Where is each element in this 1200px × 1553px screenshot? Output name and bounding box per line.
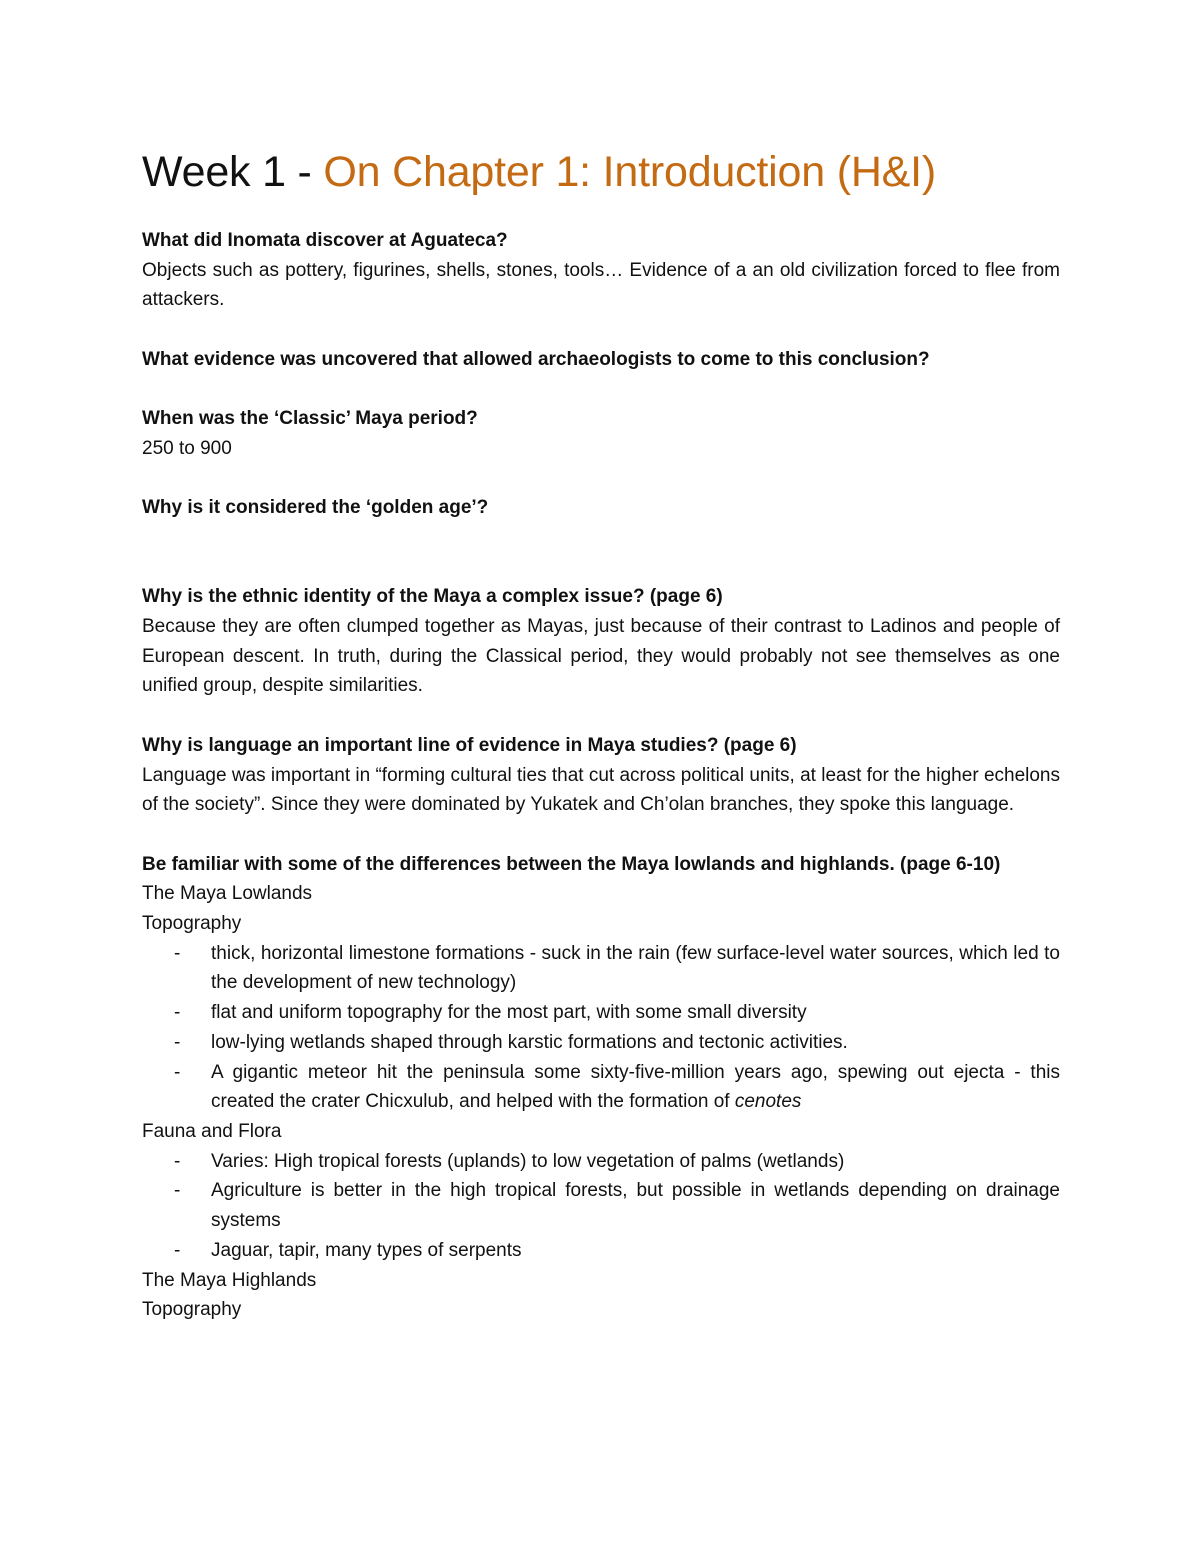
- list-item: - Varies: High tropical forests (uplands) to low vegetation of palms (wetlands): [211, 1147, 1060, 1177]
- title-prefix: Week 1 -: [142, 148, 324, 196]
- question: When was the ‘Classic’ Maya period?: [142, 408, 478, 430]
- question: What did Inomata discover at Aguateca?: [142, 230, 508, 251]
- question: Why is it considered the ‘golden age’?: [142, 497, 489, 519]
- spacer: [142, 315, 1060, 345]
- section-heading: The Maya Highlands: [142, 1269, 317, 1291]
- document-body: [142, 226, 1060, 1325]
- question: Why is the ethnic identity of the Maya a complex issue? (page 6): [142, 586, 723, 608]
- answer: 250 to 900: [142, 437, 232, 459]
- question: What evidence was uncovered that allowed archaeologists to come to this conclusion?: [142, 348, 930, 370]
- question: Be familiar with some of the differences between the Maya lowlands and highlands. (page 6-10): [142, 853, 1001, 875]
- spacer: [142, 701, 1060, 731]
- spacer: [142, 820, 1060, 850]
- page-title: [142, 140, 1060, 204]
- list-item-text: A gigantic meteor hit the peninsula some sixty-five-million years ago, spewing out ejecta - this created the crater Chicxulub, and helped with the formation of: [211, 1061, 1060, 1113]
- title-accent: On Chapter 1: Introduction (H&I): [323, 148, 937, 196]
- list-item: - Agriculture is better in the high tropical forests, but possible in wetlands depending on drainage systems: [211, 1176, 1060, 1235]
- question: Why is language an important line of evidence in Maya studies? (page 6): [142, 734, 797, 756]
- subsection-label: Topography: [142, 913, 242, 935]
- spacer: [142, 375, 1060, 405]
- subsection-label: Fauna and Flora: [142, 1121, 282, 1142]
- italic-term: cenotes: [734, 1091, 802, 1113]
- list-item: - Jaguar, tapir, many types of serpents: [211, 1236, 1060, 1266]
- answer: Objects such as pottery, figurines, shells, stones, tools… Evidence of a an old civilization forced to flee from attackers.: [142, 259, 1060, 311]
- subsection-label: Topography: [142, 1299, 242, 1321]
- section-heading: The Maya Lowlands: [142, 883, 313, 905]
- list-item: - thick, horizontal limestone formations - suck in the rain (few surface-level water sources, which led to the development of new technology): [211, 939, 1060, 998]
- answer: Because they are often clumped together as Mayas, just because of their contrast to Ladinos and people of European descent. In truth, during the Classical period, they would probably not see themselves as one unified group, despite similarities.: [142, 616, 1060, 697]
- document-page: [142, 140, 1060, 1325]
- spacer: [142, 464, 1060, 494]
- list-item: - flat and uniform topography for the most part, with some small diversity: [211, 998, 1060, 1028]
- list-item: - low-lying wetlands shaped through karstic formations and tectonic activities.: [211, 1028, 1060, 1058]
- bullet-list: [142, 1147, 1060, 1266]
- list-item: [211, 1058, 1060, 1117]
- spacer: [142, 523, 1060, 582]
- bullet-list: [142, 939, 1060, 1117]
- answer: Language was important in “forming cultural ties that cut across political units, at least for the higher echelons of the society”. Since they were dominated by Yukatek and Ch’olan branches, they spoke this language.: [142, 764, 1060, 816]
